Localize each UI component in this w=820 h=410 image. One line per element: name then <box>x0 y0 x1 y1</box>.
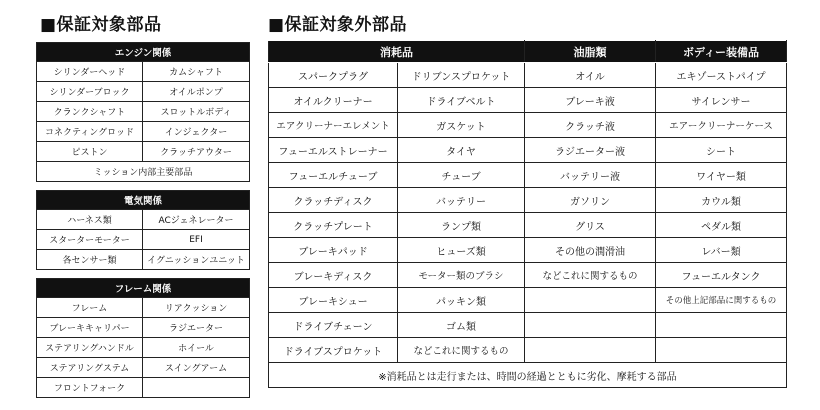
part-cell: フューエルストレーナー <box>269 138 398 163</box>
part-cell: フューエルタンク <box>656 263 787 288</box>
table-row <box>37 250 250 270</box>
part-cell: クランクシャフト <box>37 102 143 122</box>
part-cell <box>143 378 250 398</box>
part-cell: シート <box>656 138 787 163</box>
part-cell: その他の潤滑油 <box>525 238 656 263</box>
part-cell: などこれに関するもの <box>525 263 656 288</box>
part-cell: ミッション内部主要部品 <box>37 162 250 182</box>
table-row <box>269 263 787 288</box>
electrical-header: 電気関係 <box>37 191 250 210</box>
part-cell: フューエルチューブ <box>269 163 398 188</box>
table-row <box>37 142 250 162</box>
part-cell: スロットルボディ <box>143 102 250 122</box>
part-cell: ゴム類 <box>398 313 525 338</box>
part-cell: ガソリン <box>525 188 656 213</box>
part-cell: ブレーキディスク <box>269 263 398 288</box>
part-cell: バッテリー液 <box>525 163 656 188</box>
part-cell: ドライブベルト <box>398 88 525 113</box>
part-cell: 各センサー類 <box>37 250 143 270</box>
consumables-header: 消耗品 <box>269 41 525 63</box>
part-cell: スイングアーム <box>143 358 250 378</box>
frame-parts-table <box>36 278 250 398</box>
part-cell: ドリブンスプロケット <box>398 63 525 88</box>
part-cell <box>525 288 656 313</box>
table-row <box>37 318 250 338</box>
table-row <box>37 358 250 378</box>
table-row <box>37 378 250 398</box>
part-cell: バッテリー <box>398 188 525 213</box>
table-row <box>269 238 787 263</box>
part-cell <box>656 338 787 363</box>
part-cell: ランプ類 <box>398 213 525 238</box>
part-cell: ブレーキシュー <box>269 288 398 313</box>
part-cell: ブレーキパッド <box>269 238 398 263</box>
table-row <box>269 138 787 163</box>
fluids-header: 油脂類 <box>525 41 656 63</box>
part-cell: スパークプラグ <box>269 63 398 88</box>
part-cell: ステアリングステム <box>37 358 143 378</box>
part-cell: タイヤ <box>398 138 525 163</box>
frame-header: フレーム関係 <box>37 279 250 298</box>
part-cell: ブレーキ液 <box>525 88 656 113</box>
part-cell <box>656 313 787 338</box>
part-cell: レバー類 <box>656 238 787 263</box>
part-cell <box>525 338 656 363</box>
table-row <box>37 210 250 230</box>
part-cell: ラジエーター液 <box>525 138 656 163</box>
table-row <box>269 213 787 238</box>
part-cell: クラッチプレート <box>269 213 398 238</box>
part-cell: ハーネス類 <box>37 210 143 230</box>
table-row <box>37 230 250 250</box>
part-cell: クラッチアウター <box>143 142 250 162</box>
part-cell: コネクティングロッド <box>37 122 143 142</box>
part-cell: ラジエーター <box>143 318 250 338</box>
table-row <box>269 188 787 213</box>
table-row <box>37 102 250 122</box>
part-cell: サイレンサー <box>656 88 787 113</box>
table-row <box>37 62 250 82</box>
part-cell: フロントフォーク <box>37 378 143 398</box>
part-cell: ピストン <box>37 142 143 162</box>
table-row <box>269 338 787 363</box>
table-row <box>37 338 250 358</box>
electrical-parts-table <box>36 190 250 270</box>
part-cell: フレーム <box>37 298 143 318</box>
table-row <box>269 313 787 338</box>
part-cell: カムシャフト <box>143 62 250 82</box>
part-cell: その他上記部品に関するもの <box>656 288 787 313</box>
part-cell: などこれに関するもの <box>398 338 525 363</box>
part-cell: ホイール <box>143 338 250 358</box>
part-cell: ドライブスプロケット <box>269 338 398 363</box>
table-row <box>269 113 787 138</box>
engine-parts-table <box>36 42 250 182</box>
part-cell: インジェクター <box>143 122 250 142</box>
part-cell: ACジェネレーター <box>143 210 250 230</box>
part-cell: オイル <box>525 63 656 88</box>
excluded-parts-heading: ■保証対象外部品 <box>268 15 408 35</box>
part-cell: エキゾーストパイプ <box>656 63 787 88</box>
part-cell: チューブ <box>398 163 525 188</box>
table-row <box>269 163 787 188</box>
part-cell: モーター類のブラシ <box>398 263 525 288</box>
engine-header: エンジン関係 <box>37 43 250 62</box>
part-cell: ドライブチェーン <box>269 313 398 338</box>
part-cell: スターターモーター <box>37 230 143 250</box>
table-row <box>37 122 250 142</box>
consumables-note: ※消耗品とは走行または、時間の経過とともに劣化、摩耗する部品 <box>269 363 787 388</box>
part-cell: エアクリーナーエレメント <box>269 113 398 138</box>
table-row <box>269 288 787 313</box>
part-cell: クラッチ液 <box>525 113 656 138</box>
covered-parts-heading: ■保証対象部品 <box>40 15 162 35</box>
body-equipment-header: ボディー装備品 <box>656 41 787 63</box>
part-cell: シリンダーブロック <box>37 82 143 102</box>
table-row <box>37 298 250 318</box>
part-cell: ワイヤー類 <box>656 163 787 188</box>
part-cell: EFI <box>143 230 250 250</box>
part-cell: ガスケット <box>398 113 525 138</box>
part-cell: カウル類 <box>656 188 787 213</box>
part-cell: エアークリーナーケース <box>656 113 787 138</box>
part-cell: シリンダーヘッド <box>37 62 143 82</box>
table-row <box>269 63 787 88</box>
table-row <box>269 88 787 113</box>
table-row <box>37 162 250 182</box>
part-cell: パッキン類 <box>398 288 525 313</box>
part-cell: ステアリングハンドル <box>37 338 143 358</box>
part-cell: ブレーキキャリパー <box>37 318 143 338</box>
excluded-parts-table <box>268 40 787 388</box>
table-row <box>37 82 250 102</box>
part-cell: オイルクリーナー <box>269 88 398 113</box>
part-cell: クラッチディスク <box>269 188 398 213</box>
part-cell: ペダル類 <box>656 213 787 238</box>
part-cell <box>525 313 656 338</box>
part-cell: イグニッションユニット <box>143 250 250 270</box>
part-cell: オイルポンプ <box>143 82 250 102</box>
part-cell: グリス <box>525 213 656 238</box>
part-cell: リアクッション <box>143 298 250 318</box>
part-cell: ヒューズ類 <box>398 238 525 263</box>
